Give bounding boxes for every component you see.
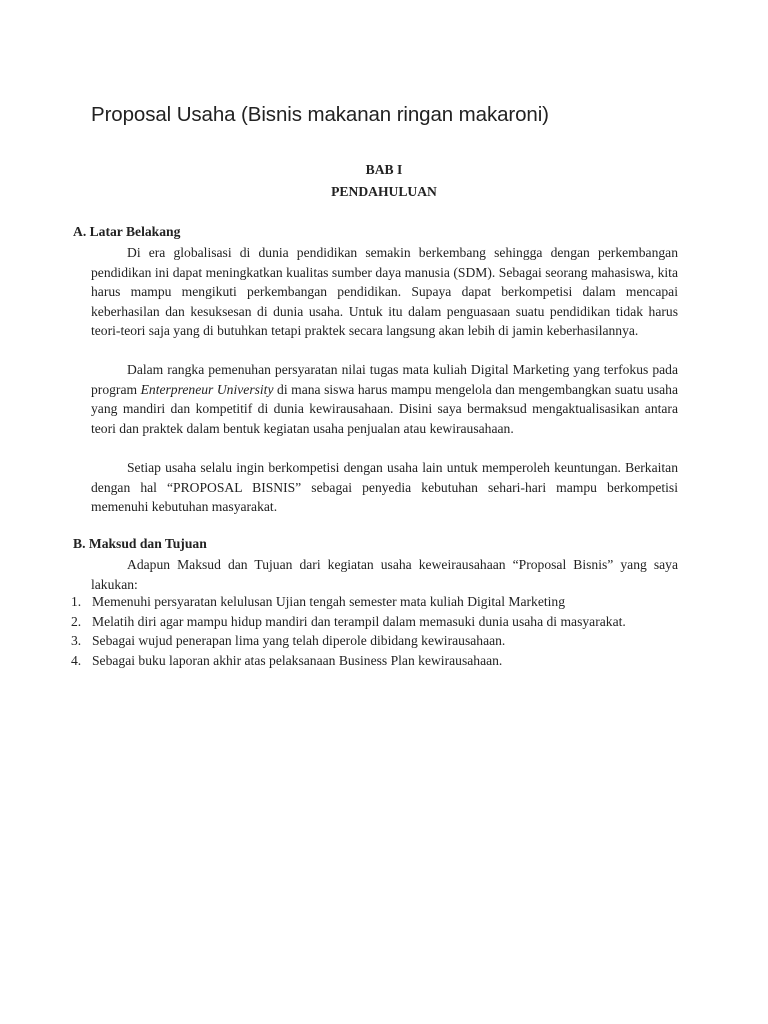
- list-item-number: 1.: [71, 594, 82, 609]
- paragraph-background-3: Setiap usaha selalu ingin berkompetisi dengan usaha lain untuk memperoleh keuntungan. Berkaitan dengan hal “PROPOSAL BISNIS” sebagai penyedia kebutuhan sehari-hari mampu berkompetisi memenuhi kebutuhan masyarakat.: [91, 460, 678, 514]
- paragraph-background-1: Di era globalisasi di dunia pendidikan semakin berkembang sehingga dengan perkembangan pendidikan ini dapat meningkatkan kualitas sumber daya manusia (SDM). Sebagai seorang mahasiswa, kita harus mampu mengikuti perkembangan pendidikan. Supaya dapat berkompetisi dalam mencapai keberhasilan dan kesuksesan di dunia usaha. Untuk itu dalam penguasaan suatu pendidikan tidak harus teori-teori saja yang di butuhkan tetapi praktek secara langsung akan lebih di jamin keberhasilannya.: [91, 245, 678, 338]
- goals-list: [71, 592, 678, 670]
- document-title: Proposal Usaha (Bisnis makanan ringan makaroni): [91, 103, 549, 126]
- list-item-text: Melatih diri agar mampu hidup mandiri dan terampil dalam memasuki dunia usaha di masyarakat.: [92, 613, 626, 629]
- list-item-number: 2.: [71, 613, 82, 629]
- list-item-text: Sebagai wujud penerapan lima yang telah diperole dibidang kewirausahaan.: [92, 633, 506, 648]
- chapter-number: BAB I: [365, 162, 403, 177]
- list-item-number: 4.: [71, 652, 82, 668]
- list-item: [71, 612, 678, 632]
- list-item-text: Sebagai buku laporan akhir atas pelaksanaan Business Plan kewirausahaan.: [92, 652, 503, 668]
- list-item: [71, 651, 678, 671]
- program-name-emphasis: Enterpreneur University: [140, 381, 274, 397]
- list-item: [71, 631, 678, 651]
- section-heading-purpose: B. Maksud dan Tujuan: [73, 536, 207, 551]
- list-item-number: 3.: [71, 633, 82, 648]
- paragraph-2-text-start: Dalam rangka pemenuhan persyaratan nilai tugas mata kuliah Digital Marketing yang terfokus pada program: [91, 362, 678, 397]
- list-item-text: Memenuhi persyaratan kelulusan Ujian tengah semester mata kuliah Digital Marketing: [92, 594, 565, 609]
- section-heading-background: A. Latar Belakang: [73, 224, 181, 239]
- list-item: [71, 592, 678, 612]
- purpose-intro: Adapun Maksud dan Tujuan dari kegiatan usaha keweirausahaan “Proposal Bisnis” yang saya lakukan:: [91, 557, 678, 592]
- chapter-name: PENDAHULUAN: [331, 184, 437, 199]
- paragraph-2-text-end: di mana siswa harus mampu mengelola dan mengembangkan suatu usaha yang mandiri dan kompetitif di dunia kewirausahaan. Disini saya bermaksud mengaktualisasikan antara teori dan praktek dalam bentuk kegiatan usaha penjualan atau kewirausahaan.: [91, 381, 679, 436]
- paragraph-background-2: [91, 360, 678, 438]
